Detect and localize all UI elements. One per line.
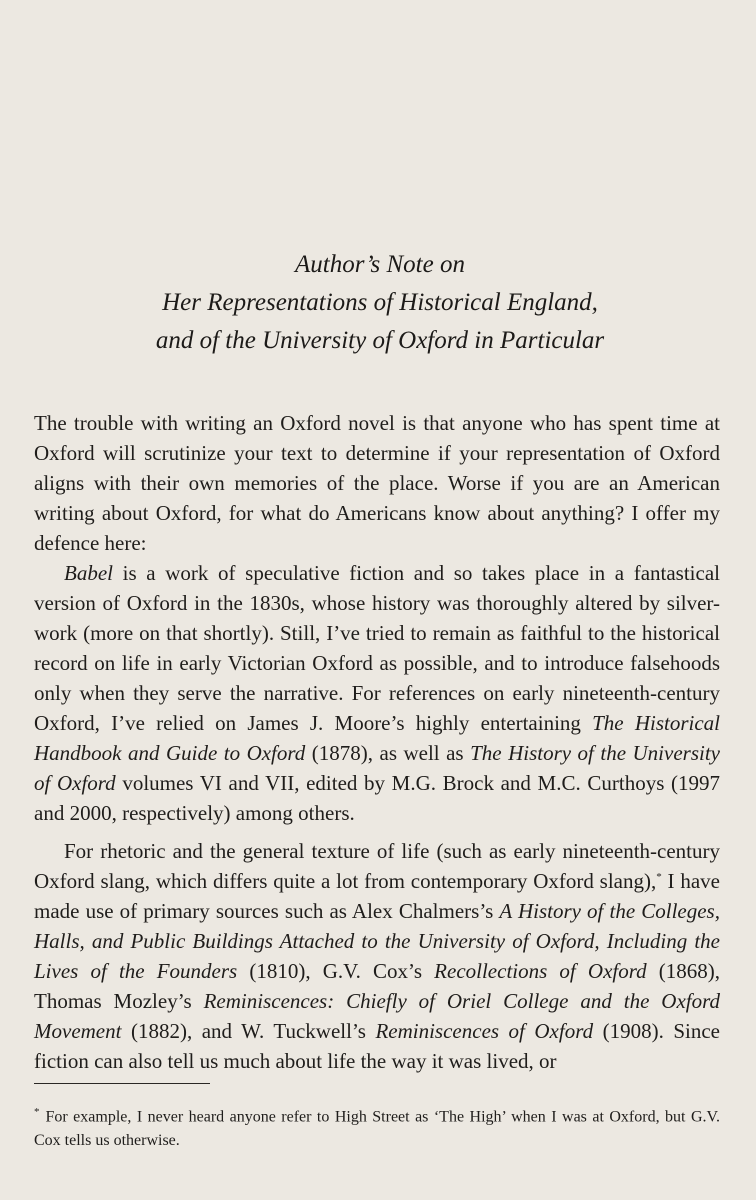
heading-line-2: Her Representations of Historical England, xyxy=(162,289,598,316)
book-title-cox: Recollections of Oxford xyxy=(434,959,647,983)
heading-line-1: Author’s Note on xyxy=(295,251,465,278)
footnote xyxy=(34,1100,720,1153)
paragraph-3-text-f: (1908). Since fiction can also tell us much about life the way it was lived, or xyxy=(34,1019,720,1073)
heading-line-3: and of the University of Oxford in Particular xyxy=(155,327,605,354)
paragraph-1 xyxy=(34,408,720,558)
paragraph-3-text-e: (1882), and W. Tuckwell’s xyxy=(121,1019,376,1043)
paragraph-3-text-a: For rhetoric and the general texture of life (such as early nineteenth-century Oxford slang, which differs quite a lot from contemporary Oxford slang), xyxy=(34,839,720,893)
footnote-marker: * xyxy=(656,871,662,883)
book-title-chalmers: A History of the Colleges, Halls, and Public Buildings Attached to the University of Oxford, Including the Lives of the Founders xyxy=(34,899,720,983)
paragraph-2 xyxy=(34,558,720,828)
paragraph-2-text-a: is a work of speculative fiction and so takes place in a fantastical version of Oxford in the 1830s, whose history was thoroughly altered by silver-work (more on that shortly). Still, I’ve tried to remain as faithful to the historical record on life in early Victorian Oxford as possible, and to introduce falsehoods only when they serve the narrative. For references on early nineteenth-century Oxford, I’ve relied on James J. Moore’s highly entertaining xyxy=(34,561,720,735)
book-title-babel: Babel xyxy=(64,561,113,585)
paragraph-3-text-b: I have made use of primary sources such as Alex Chalmers’s xyxy=(34,869,720,923)
footnote-divider xyxy=(34,1083,210,1084)
book-title-mozley: Reminiscences: Chiefly of Oriel College and the Oxford Movement xyxy=(34,989,720,1043)
paragraph-2-text-c: volumes VI and VII, edited by M.G. Brock and M.C. Curthoys (1997 and 2000, respectively) among others. xyxy=(34,771,720,825)
paragraph-2-text-b: (1878), as well as xyxy=(305,741,471,765)
book-title-handbook: The Historical Handbook and Guide to Oxford xyxy=(34,711,721,765)
paragraph-3-text-c: (1810), G.V. Cox’s xyxy=(237,959,435,983)
footnote-mark: * xyxy=(34,1106,40,1118)
chapter-heading xyxy=(60,246,700,360)
paragraph-3 xyxy=(34,836,720,1076)
book-title-tuckwell: Reminiscences of Oxford xyxy=(375,1019,594,1043)
paragraph-1-text: The trouble with writing an Oxford novel is that anyone who has spent time at Oxford will scrutinize your text to determine if your representation of Oxford aligns with their own memories of the place. Worse if you are an American writing about Oxford, for what do Americans know about anything? I offer my defence here: xyxy=(34,411,720,555)
paragraph-3-text-d: (1868), Thomas Mozley’s xyxy=(34,959,721,1013)
footnote-text: For example, I never heard anyone refer to High Street as ‘The High’ when I was at Oxford, but G.V. Cox tells us otherwise. xyxy=(34,1108,720,1150)
book-title-history: The History of the University of Oxford xyxy=(34,741,720,795)
body-text xyxy=(34,408,720,1076)
